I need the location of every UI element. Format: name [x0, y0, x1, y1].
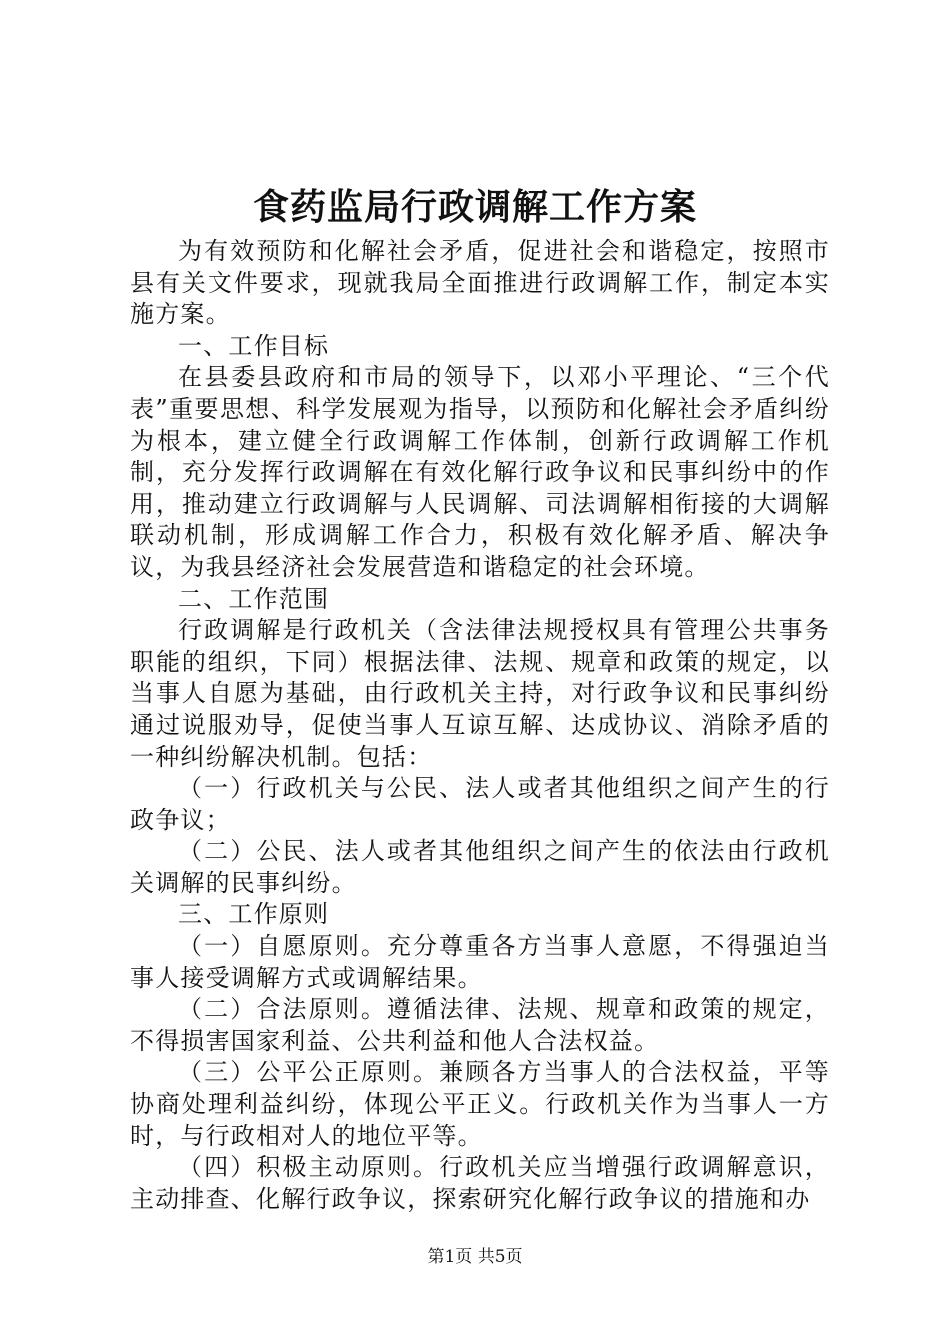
section-heading-scope: 二、工作范围 — [178, 584, 330, 613]
intro-paragraph: 为有效预防和化解社会矛盾，促进社会和谐稳定，按照市县有关文件要求，现就我局全面推进行政调解工作，制定本实施方案。 — [130, 237, 830, 329]
scope-paragraph: 行政调解是行政机关（含法律法规授权具有管理公共事务职能的组织，下同）根据法律、法规、规章和政策的规定，以当事人自愿为基础，由行政机关主持，对行政争议和民事纠纷通过说服劝导，促使当事人互谅互解、达成协议、消除矛盾的一种纠纷解决机制。包括： — [130, 616, 830, 771]
principle-item-4: （四）积极主动原则。行政机关应当增强行政调解意识，主动排查、化解行政争议，探索研究化解行政争议的措施和办 — [130, 1153, 830, 1213]
scope-item-1: （一）行政机关与公民、法人或者其他组织之间产生的行政争议； — [130, 774, 830, 834]
document-title: 食药监局行政调解工作方案 — [252, 187, 697, 228]
document-body — [130, 236, 830, 1215]
goals-paragraph: 在县委县政府和市局的领导下，以邓小平理论、“三个代表”重要思想、科学发展观为指导，以预防和化解社会矛盾纠纷为根本，建立健全行政调解工作体制，创新行政调解工作机制，充分发挥行政调解在有效化解行政争议和民事纠纷中的作用，推动建立行政调解与人民调解、司法调解相衔接的大调解联动机制，形成调解工作合力，积极有效化解矛盾、解决争议，为我县经济社会发展营造和谐稳定的社会环境。 — [130, 363, 830, 581]
principle-item-3: （三）公平公正原则。兼顾各方当事人的合法权益，平等协商处理利益纠纷，体现公平正义。行政机关作为当事人一方时，与行政相对人的地位平等。 — [130, 1058, 830, 1150]
principle-item-1: （一）自愿原则。充分尊重各方当事人意愿，不得强迫当事人接受调解方式或调解结果。 — [130, 932, 830, 992]
scope-item-2: （二）公民、法人或者其他组织之间产生的依法由行政机关调解的民事纠纷。 — [130, 837, 830, 897]
principle-item-2: （二）合法原则。遵循法律、法规、规章和政策的规定，不得损害国家利益、公共利益和他人合法权益。 — [130, 995, 830, 1055]
section-heading-principles: 三、工作原则 — [178, 900, 330, 929]
page-footer: 第1页 共5页 — [427, 1247, 523, 1267]
section-heading-goals: 一、工作目标 — [178, 331, 330, 360]
